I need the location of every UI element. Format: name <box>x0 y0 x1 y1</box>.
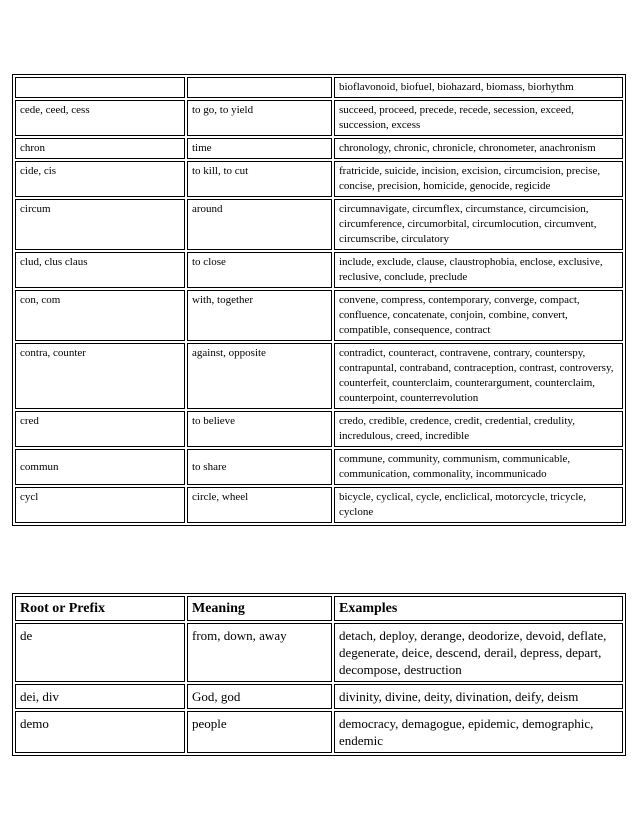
roots-table-continued <box>12 74 626 526</box>
meaning-cell: God, god <box>187 684 332 709</box>
table-row <box>15 711 623 753</box>
examples-cell: detach, deploy, derange, deodorize, devoid, deflate, degenerate, deice, descend, derail, depress, depart, decompose, destruction <box>334 623 623 682</box>
table-row <box>15 684 623 709</box>
column-header-examples: Examples <box>334 596 623 621</box>
root-cell: clud, clus claus <box>15 252 185 288</box>
column-header-meaning: Meaning <box>187 596 332 621</box>
examples-cell: circumnavigate, circumflex, circumstance, circumcision, circumference, circumorbital, circumlocution, circumvent, circumscribe, circulatory <box>334 199 623 250</box>
table-header-row <box>15 596 623 621</box>
examples-cell: contradict, counteract, contravene, contrary, counterspy, contrapuntal, contraband, contraception, contrast, controversy, counterfeit, counterclaim, counterargument, counterclaim, counterpoint, counterrevolution <box>334 343 623 409</box>
table-row <box>15 252 623 288</box>
table-row <box>15 343 623 409</box>
table-row <box>15 449 623 485</box>
root-cell: cide, cis <box>15 161 185 197</box>
root-cell: dei, div <box>15 684 185 709</box>
examples-cell: chronology, chronic, chronicle, chronometer, anachronism <box>334 138 623 159</box>
examples-cell: fratricide, suicide, incision, excision, circumcision, precise, concise, precision, homicide, genocide, regicide <box>334 161 623 197</box>
roots-table-d <box>12 593 626 756</box>
meaning-cell: people <box>187 711 332 753</box>
examples-cell: divinity, divine, deity, divination, deify, deism <box>334 684 623 709</box>
meaning-cell: from, down, away <box>187 623 332 682</box>
root-cell: chron <box>15 138 185 159</box>
table-row <box>15 77 623 98</box>
meaning-cell: to believe <box>187 411 332 447</box>
meaning-cell: time <box>187 138 332 159</box>
examples-cell: bioflavonoid, biofuel, biohazard, biomass, biorhythm <box>334 77 623 98</box>
examples-cell: succeed, proceed, precede, recede, secession, exceed, succession, excess <box>334 100 623 136</box>
examples-cell: commune, community, communism, communicable, communication, commonality, incommunicado <box>334 449 623 485</box>
examples-cell: bicycle, cyclical, cycle, encliclical, motorcycle, tricycle, cyclone <box>334 487 623 523</box>
table-row <box>15 161 623 197</box>
table-row <box>15 623 623 682</box>
meaning-cell: to go, to yield <box>187 100 332 136</box>
root-cell: cede, ceed, cess <box>15 100 185 136</box>
examples-cell: democracy, demagogue, epidemic, demographic, endemic <box>334 711 623 753</box>
root-cell: demo <box>15 711 185 753</box>
table-row <box>15 138 623 159</box>
meaning-cell: to share <box>187 449 332 485</box>
examples-cell: convene, compress, contemporary, converge, compact, confluence, concatenate, conjoin, combine, convert, compatible, consequence, contract <box>334 290 623 341</box>
table-row <box>15 100 623 136</box>
meaning-cell: to kill, to cut <box>187 161 332 197</box>
root-cell: de <box>15 623 185 682</box>
root-cell: cycl <box>15 487 185 523</box>
table-row <box>15 411 623 447</box>
root-cell: commun <box>15 449 185 485</box>
meaning-cell: around <box>187 199 332 250</box>
meaning-cell: circle, wheel <box>187 487 332 523</box>
meaning-cell: to close <box>187 252 332 288</box>
root-cell: con, com <box>15 290 185 341</box>
column-header-root: Root or Prefix <box>15 596 185 621</box>
meaning-cell <box>187 77 332 98</box>
root-cell: cred <box>15 411 185 447</box>
root-cell: contra, counter <box>15 343 185 409</box>
root-cell <box>15 77 185 98</box>
meaning-cell: with, together <box>187 290 332 341</box>
table-row <box>15 199 623 250</box>
table-row <box>15 290 623 341</box>
examples-cell: include, exclude, clause, claustrophobia, enclose, exclusive, reclusive, conclude, preclude <box>334 252 623 288</box>
root-cell: circum <box>15 199 185 250</box>
meaning-cell: against, opposite <box>187 343 332 409</box>
examples-cell: credo, credible, credence, credit, credential, credulity, incredulous, creed, incredible <box>334 411 623 447</box>
table-row <box>15 487 623 523</box>
